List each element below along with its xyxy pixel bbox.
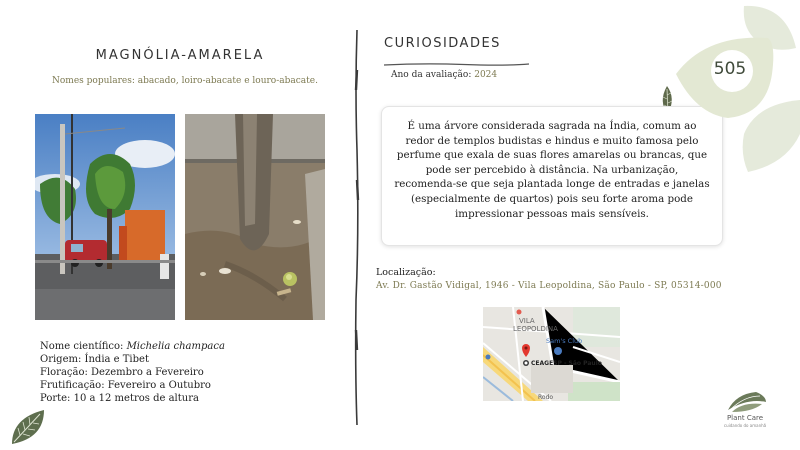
plant-facts [40, 340, 225, 405]
eval-year: 2024 [474, 70, 498, 80]
popular-names: Nomes populares: abacado, loiro-abacate e louro-abacate. [52, 76, 318, 86]
location-label: Localização: [376, 267, 436, 278]
logo-name: Plant Care [726, 414, 764, 422]
location-map[interactable] [483, 307, 620, 401]
vertical-divider [354, 30, 360, 425]
scientific-value: Michelia champaca [126, 341, 225, 352]
street-photo [35, 114, 175, 320]
logo-tagline: cuidando do amanhã [723, 423, 767, 428]
location-address: Av. Dr. Gastão Vidigal, 1946 - Vila Leopoldina, São Paulo - SP, 05314-000 [376, 281, 722, 291]
leaf-icon [10, 408, 46, 450]
curiosity-card [381, 106, 723, 246]
size: Porte: 10 a 12 metros de altura [40, 393, 199, 404]
eval-label: Ano da avaliação: [391, 70, 475, 80]
heading-underline [384, 52, 529, 57]
map-road: Rodo [538, 394, 554, 401]
map-pin-label: CEAGESP - São Paulo [531, 360, 602, 367]
flowering: Floração: Dezembro a Fevereiro [40, 367, 204, 378]
map-district-line2: LEOPOLDINA [513, 325, 558, 333]
map-store: Sam's Club [546, 337, 583, 345]
origin: Origem: Índia e Tibet [40, 354, 149, 365]
scientific-name [40, 340, 225, 353]
map-district-line1: VILA [519, 317, 535, 325]
fruiting: Frutificação: Fevereiro a Outubro [40, 380, 211, 391]
trunk-photo [185, 114, 325, 320]
scientific-label: Nome científico: [40, 341, 127, 352]
plant-number: 505 [713, 59, 747, 79]
curiosities-heading: CURIOSIDADES [384, 36, 501, 51]
plant-name: MAGNÓLIA-AMARELA [95, 48, 265, 63]
curiosity-text: É uma árvore considerada sagrada na Índia, comum ao redor de templos budistas e hindus e muito famosa pelo perfume que exala de suas flores amarelas ou brancas, que pode ser percebido à distância. Na urbanização, recomenda-se que seja plantada longe de entradas e janelas (especialmente de quartos) pois seu forte aroma pode impressionar pessoas mais sensíveis. [394, 120, 710, 220]
evaluation-year [391, 70, 497, 80]
